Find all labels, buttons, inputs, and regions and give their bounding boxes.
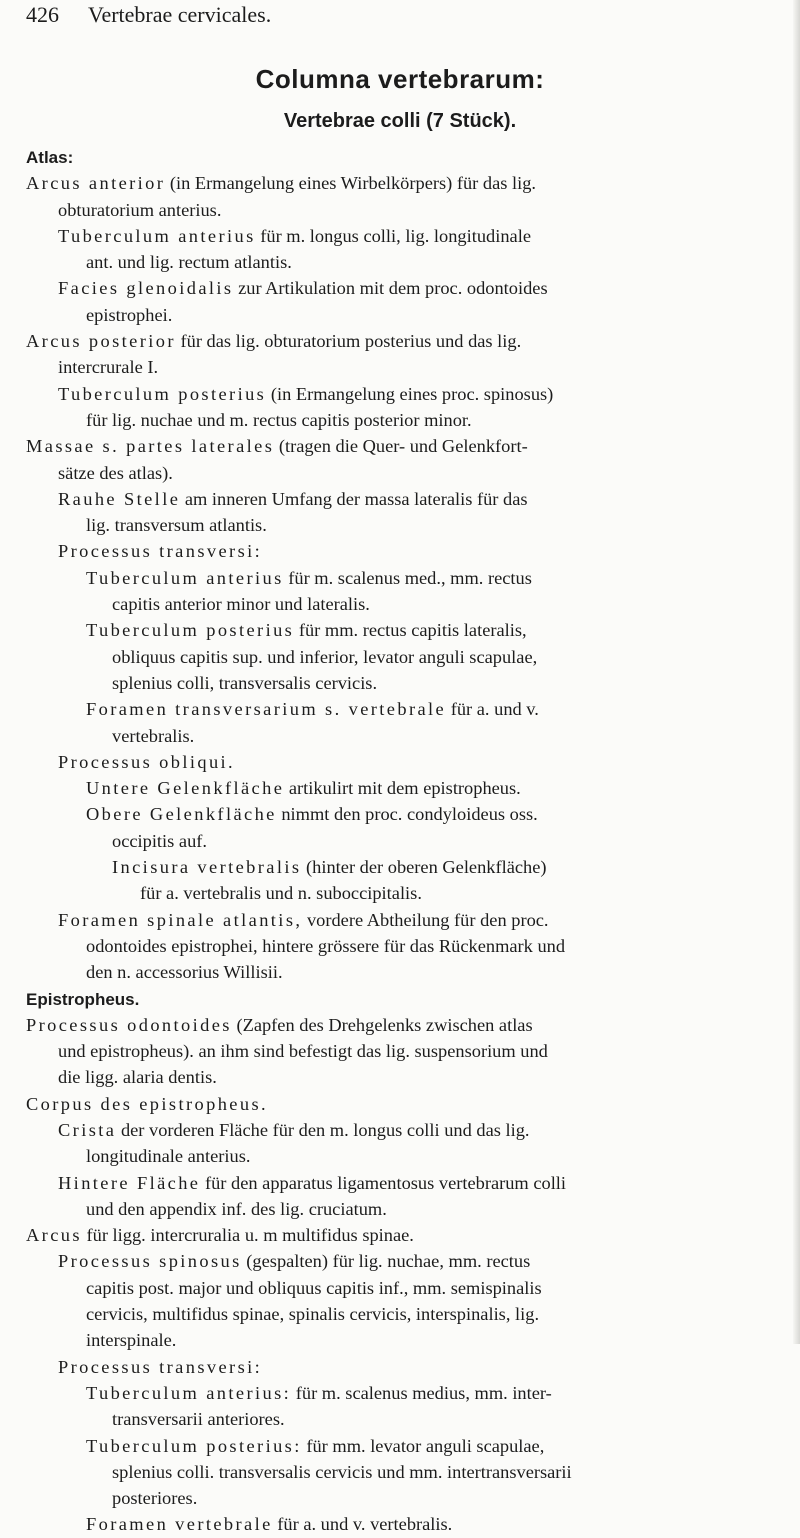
line-text: obturatorium anterius. [58, 199, 222, 220]
text-line [0, 670, 800, 696]
text-line [0, 512, 800, 538]
line-text: capitis post. major und obliquus capitis inf., mm. semispinalis [86, 1277, 542, 1298]
spaced-term: Foramen vertebrale [86, 1514, 273, 1535]
spaced-term: Foramen spinale atlantis, [58, 909, 303, 930]
text-line [0, 828, 800, 854]
text-line [0, 723, 800, 749]
text-line [0, 591, 800, 617]
line-text: (tragen die Quer- und Gelenkfort- [274, 436, 528, 457]
spaced-term: Arcus anterior [26, 173, 166, 194]
spaced-term: Tuberculum anterius [58, 225, 256, 246]
line-text: vordere Abtheilung für den proc. [302, 909, 549, 930]
spaced-term: Tuberculum posterius [58, 383, 267, 404]
line-text: für mm. levator anguli scapulae, [301, 1435, 545, 1456]
section-heading: Atlas: [26, 148, 74, 167]
text-line [0, 460, 800, 486]
text-line [0, 907, 800, 933]
section-subtitle: Vertebrae colli (7 Stück). [283, 110, 517, 132]
line-text: ant. und lig. rectum atlantis. [86, 252, 292, 273]
text-line [0, 1327, 800, 1353]
text-line [0, 1433, 800, 1459]
line-text: für das lig. obturatorium posterius und das lig. [175, 331, 522, 352]
text-line [0, 223, 800, 249]
text-line [0, 1485, 800, 1511]
text-line [0, 696, 800, 722]
line-text: lig. transversum atlantis. [86, 515, 267, 536]
line-text: für den apparatus ligamentosus vertebrarum colli [200, 1172, 567, 1193]
line-text: vertebralis. [112, 725, 195, 746]
spaced-term: Processus transversi: [58, 1356, 263, 1377]
text-line [0, 775, 800, 801]
text-line [0, 617, 800, 643]
text-line [0, 1117, 800, 1143]
line-text: sätze des atlas). [58, 462, 173, 483]
line-text: für a. vertebralis und n. suboccipitalis. [140, 883, 422, 904]
line-text: occipitis auf. [112, 830, 207, 851]
text-line [0, 1064, 800, 1090]
line-text: obliquus capitis sup. und inferior, levator anguli scapulae, [112, 646, 538, 667]
line-text: für m. scalenus medius, mm. inter- [291, 1382, 552, 1403]
text-line [0, 144, 800, 170]
line-text: capitis anterior minor und lateralis. [112, 594, 370, 615]
section-heading: Epistropheus. [26, 989, 140, 1009]
text-line [0, 959, 800, 985]
line-text: splenius colli. transversalis cervicis und mm. intertransversarii [112, 1461, 572, 1482]
text-line [0, 801, 800, 827]
spaced-term: Tuberculum anterius [86, 567, 284, 588]
spaced-term: Processus spinosus [58, 1251, 242, 1272]
spaced-term: Foramen transversarium s. vertebrale [86, 699, 447, 720]
text-line [0, 302, 800, 328]
line-text: (Zapfen des Drehgelenks zwischen atlas [231, 1014, 533, 1035]
page-title: Columna vertebrarum: [255, 64, 545, 94]
page-number: 426 [26, 2, 59, 27]
text-line [0, 986, 800, 1012]
text-line [0, 1170, 800, 1196]
line-text: longitudinale anterius. [86, 1146, 251, 1167]
text-line [0, 1380, 800, 1406]
line-text: für a. und v. [446, 699, 539, 720]
line-text: für mm. rectus capitis lateralis, [294, 620, 527, 641]
spaced-term: Processus obliqui. [58, 751, 236, 772]
text-line [0, 328, 800, 354]
text-line [0, 565, 800, 591]
line-text: für lig. nuchae und m. rectus capitis posterior minor. [86, 409, 472, 430]
line-text: die ligg. alaria dentis. [58, 1067, 217, 1088]
text-line [0, 486, 800, 512]
spaced-term: Crista [58, 1119, 117, 1140]
line-text: für a. und v. vertebralis. [272, 1514, 453, 1535]
text-line [0, 1248, 800, 1274]
spaced-term: Arcus posterior [26, 331, 176, 352]
line-text: cervicis, multifidus spinae, spinalis cervicis, interspinalis, lig. [86, 1304, 540, 1325]
line-text: posteriores. [112, 1488, 198, 1509]
text-line [0, 1459, 800, 1485]
line-text: transversarii anteriores. [112, 1409, 285, 1430]
text-line [0, 407, 800, 433]
line-text: für m. scalenus med., mm. rectus [283, 567, 532, 588]
line-text: und epistropheus). an ihm sind befestigt das lig. suspensorium und [58, 1041, 548, 1062]
running-title: Vertebrae cervicales. [88, 2, 272, 27]
text-line [0, 1222, 800, 1248]
running-header [26, 2, 271, 28]
line-text: (in Ermangelung eines proc. spinosus) [266, 383, 554, 404]
spaced-term: Obere Gelenkfläche [86, 804, 277, 825]
line-text: artikulirt mit dem epistropheus. [284, 778, 521, 799]
text-line [0, 538, 800, 564]
line-text: für m. longus colli, lig. longitudinale [255, 225, 531, 246]
text-line [0, 433, 800, 459]
spaced-term: Corpus des epistropheus. [26, 1093, 269, 1114]
text-line [0, 1196, 800, 1222]
spaced-term: Incisura vertebralis [112, 857, 302, 878]
text-line [0, 381, 800, 407]
spaced-term: Massae s. partes laterales [26, 436, 275, 457]
line-text: (hinter der oberen Gelenkfläche) [301, 857, 547, 878]
spaced-term: Facies glenoidalis [58, 278, 234, 299]
spaced-term: Processus transversi: [58, 541, 263, 562]
spaced-term: Rauhe Stelle [58, 488, 181, 509]
text-line [0, 854, 800, 880]
line-text: für ligg. intercruralia u. m multifidus spinae. [81, 1225, 414, 1246]
spaced-term: Untere Gelenkfläche [86, 778, 285, 799]
text-line [0, 1406, 800, 1432]
line-text: nimmt den proc. condyloideus oss. [276, 804, 538, 825]
line-text: intercrurale I. [58, 357, 159, 378]
line-text: am inneren Umfang der massa lateralis für das [180, 488, 528, 509]
spaced-term: Tuberculum posterius [86, 620, 295, 641]
spaced-term: Processus odontoides [26, 1014, 232, 1035]
text-line [0, 644, 800, 670]
text-line [0, 880, 800, 906]
line-text: epistrophei. [86, 304, 173, 325]
line-text: (gespalten) für lig. nuchae, mm. rectus [241, 1251, 531, 1272]
text-line [0, 275, 800, 301]
text-line [0, 197, 800, 223]
text-line [0, 749, 800, 775]
page-body [0, 144, 800, 1538]
text-line [0, 170, 800, 196]
text-line [0, 1301, 800, 1327]
spaced-term: Tuberculum posterius: [86, 1435, 302, 1456]
line-text: und den appendix inf. des lig. cruciatum. [86, 1198, 387, 1219]
text-line [0, 1511, 800, 1537]
spaced-term: Tuberculum anterius: [86, 1382, 292, 1403]
line-text: zur Artikulation mit dem proc. odontoides [233, 278, 548, 299]
text-line [0, 1143, 800, 1169]
text-line [0, 354, 800, 380]
text-line [0, 933, 800, 959]
text-line [0, 1038, 800, 1064]
text-line [0, 1091, 800, 1117]
line-text: den n. accessorius Willisii. [86, 962, 283, 983]
text-line [0, 1354, 800, 1380]
spaced-term: Hintere Fläche [58, 1172, 201, 1193]
line-text: interspinale. [86, 1330, 177, 1351]
text-line [0, 1012, 800, 1038]
line-text: der vorderen Fläche für den m. longus colli und das lig. [116, 1119, 530, 1140]
line-text: splenius colli, transversalis cervicis. [112, 672, 378, 693]
line-text: odontoides epistrophei, hintere grössere für das Rückenmark und [86, 935, 566, 956]
page-edge-shadow [793, 0, 800, 1344]
spaced-term: Arcus [26, 1225, 82, 1246]
text-line [0, 1275, 800, 1301]
text-line [0, 249, 800, 275]
line-text: (in Ermangelung eines Wirbelkörpers) für das lig. [165, 173, 537, 194]
